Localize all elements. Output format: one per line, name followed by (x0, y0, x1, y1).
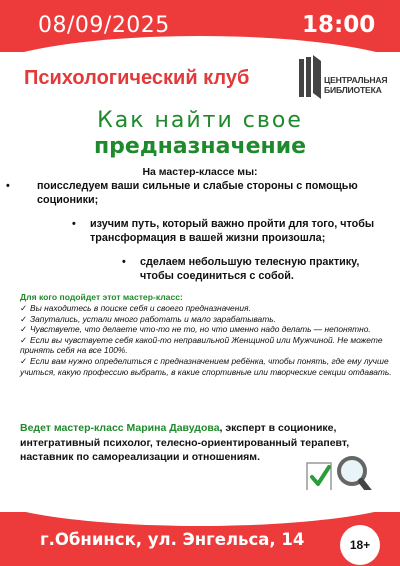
audience-item-text: Вы находитесь в поиске себя и своего предназначения. (30, 303, 251, 313)
checkmark-icon: ✓ (20, 334, 28, 345)
bullet-dot: • (122, 256, 126, 268)
audience-item (20, 324, 396, 335)
audience-item (20, 335, 396, 356)
checkmark-icon: ✓ (20, 324, 28, 335)
library-logo (298, 55, 390, 103)
bullet-item (72, 217, 390, 245)
checkmark-icon: ✓ (20, 303, 28, 313)
host-details: , эксперт в соционике, интегративный психолог, телесно-ориентированный терапевт, наставник по самореализации и отношениям. (20, 422, 350, 463)
title-line-1: Как найти свое (97, 108, 303, 133)
bullet-dot: • (6, 180, 10, 192)
logo-line-1: ЦЕНТРАЛЬНАЯ (324, 75, 388, 85)
audience-item-text: Если вам нужно определиться с предназначением ребёнка, чтобы понять, где ему лучше учиться, какую профессию выбрать, в какие спортивные или творческие секции отдавать. (20, 355, 392, 377)
intro-text: На мастер-классе мы: (142, 166, 258, 178)
title-line-2: предназначение (93, 134, 307, 159)
bullet-text: сделаем небольшую телесную практику, чтобы соединиться с собой. (140, 256, 360, 282)
audience-item-text: Чувствуете, что делаете что-то не то, но что именно надо делать — непонятно. (30, 324, 371, 335)
audience-item-text: Запутались, устали много работать и мало зарабатывать. (30, 313, 276, 324)
bullet-item (6, 179, 387, 207)
bullet-item (122, 255, 390, 283)
age-rating-badge: 18+ (340, 525, 380, 565)
host-name: Ведет мастер-класс Марина Давудова (20, 422, 220, 434)
footer-curve (0, 490, 400, 526)
audience-list (20, 303, 396, 377)
audience-item (20, 314, 396, 325)
checkmark-icon: ✓ (20, 355, 28, 366)
audience-item (20, 356, 396, 377)
bullet-text: изучим путь, который важно пройти для того, чтобы трансформация в вашей жизни произошла; (90, 218, 375, 244)
library-logo-text (324, 76, 387, 95)
event-time: 18:00 (302, 12, 376, 38)
checkmark-icon: ✓ (20, 313, 28, 324)
audience-item-text: Если вы чувствуете себя какой-то неправильной Женщиной или Мужчиной. Не можете принять себя на все 100%. (20, 334, 383, 356)
address: г.Обнинск, ул. Энгельса, 14 (40, 530, 305, 549)
audience-item (20, 303, 396, 314)
bullet-text: поисследуем ваши сильные и слабые стороны с помощью соционики; (37, 180, 358, 206)
club-name: Психологический клуб (24, 67, 250, 89)
bullet-dot: • (72, 218, 76, 230)
logo-line-2: БИБЛИОТЕКА (324, 84, 382, 95)
book-logo-icon (298, 55, 322, 99)
audience-title: Для кого подойдет этот мастер-класс: (20, 292, 183, 302)
event-date: 08/09/2025 (38, 13, 170, 38)
